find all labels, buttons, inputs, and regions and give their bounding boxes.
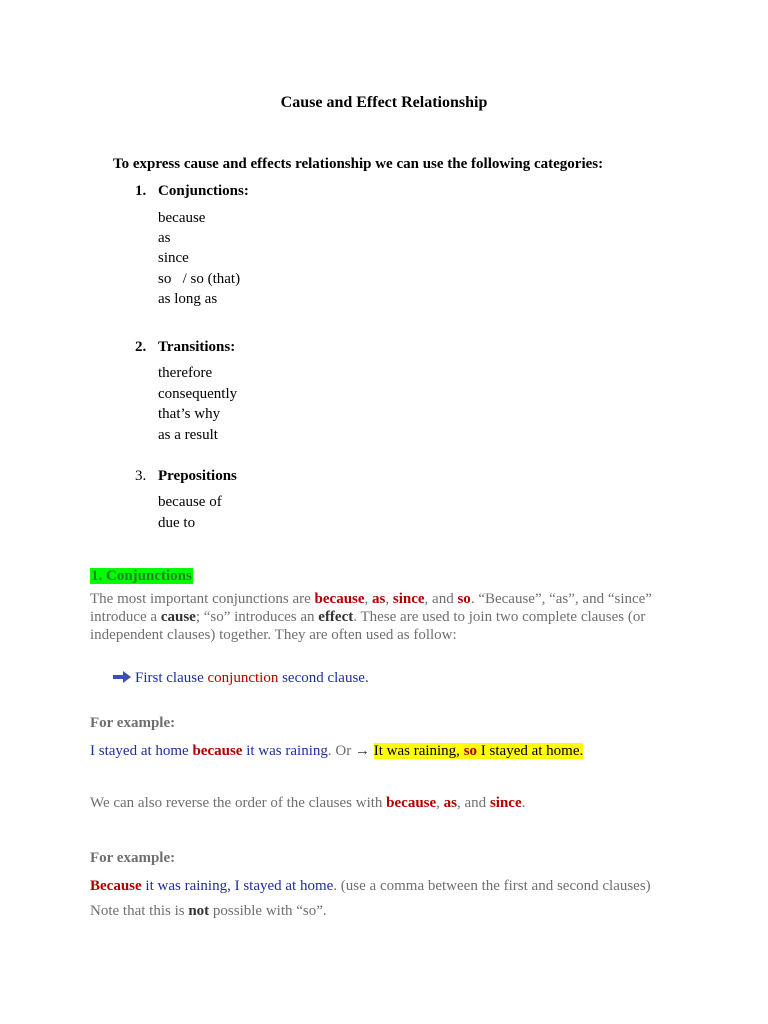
reverse-order-sentence: [90, 795, 525, 812]
list-item: that’s why: [158, 406, 221, 422]
section-heading: [90, 568, 193, 585]
example-text: I stayed at home: [90, 743, 193, 759]
list-item: as a result: [158, 427, 218, 443]
example-text: . Or: [327, 743, 355, 759]
category-heading-prepositions: Prepositions: [158, 468, 237, 484]
list-item: therefore: [158, 365, 213, 381]
reverse-text: , and: [457, 795, 490, 811]
keyword-because: because: [192, 743, 243, 759]
example-text: . (use a comma between the first and second clauses): [333, 878, 651, 894]
formula-line: [113, 670, 369, 687]
page-title: Cause and Effect Relationship: [280, 94, 488, 111]
list-item: due to: [158, 515, 196, 531]
note-text: Note that this is: [90, 903, 189, 919]
list-item: because of: [158, 494, 222, 510]
keyword-since: since: [392, 591, 425, 607]
note-text: possible with “so”.: [209, 903, 327, 919]
para-text: ; “so” introduces an: [195, 609, 319, 625]
formula-first-clause: First clause: [135, 670, 204, 686]
highlighted-sentence: [374, 743, 584, 759]
example-text: It was raining,: [373, 743, 464, 759]
example-sentence-2: [90, 878, 651, 895]
para-text: , and: [424, 591, 458, 607]
keyword-not: not: [188, 903, 210, 919]
example-text: I stayed at home.: [477, 743, 584, 759]
formula-end: .: [364, 670, 369, 686]
category-number: 2.: [135, 339, 147, 355]
keyword-so: so: [463, 743, 478, 759]
example-label: For example:: [90, 715, 176, 731]
note-sentence: [90, 903, 327, 920]
para-text: . “Because”, “as”, and “since” introduce a: [90, 591, 652, 625]
category-heading-transitions: Transitions:: [158, 339, 236, 355]
section-heading-text: 1. Conjunctions: [91, 568, 192, 584]
example-text: , I stayed at home: [227, 878, 334, 894]
keyword-cause: cause: [160, 609, 196, 625]
example-text: it was raining: [141, 878, 228, 894]
list-item: since: [158, 250, 189, 266]
list-item: because: [158, 210, 206, 226]
list-item: so / so (that): [158, 271, 241, 287]
right-arrow-icon: [113, 671, 131, 683]
intro-text: To express cause and effects relationship we can use the following categories:: [113, 156, 604, 172]
formula-conjunction: conjunction: [207, 670, 279, 686]
category-number: 3.: [135, 468, 147, 484]
example-label: For example:: [90, 850, 176, 866]
conjunctions-paragraph: [90, 590, 690, 644]
reverse-text: ,: [436, 795, 444, 811]
arrow-icon: →: [354, 743, 370, 759]
example-sentence-1: [90, 743, 583, 760]
reverse-text: We can also reverse the order of the clauses with: [90, 795, 387, 811]
reverse-text: .: [521, 795, 526, 811]
keyword-since: since: [489, 795, 522, 811]
keyword-because: because: [386, 795, 437, 811]
keyword-as: as: [372, 591, 386, 607]
para-text: ,: [385, 591, 393, 607]
keyword-as: as: [443, 795, 458, 811]
para-text: ,: [364, 591, 373, 607]
example-text: it was raining: [242, 743, 328, 759]
para-text: . These are used to join two complete clauses (or independent clauses) together. They are often used as follow:: [90, 609, 646, 643]
keyword-because: Because: [90, 878, 142, 894]
list-item: consequently: [158, 386, 238, 402]
formula-second-clause: second clause: [282, 670, 365, 686]
para-text: The most important conjunctions are: [90, 591, 315, 607]
keyword-effect: effect: [318, 609, 354, 625]
list-item: as long as: [158, 291, 218, 307]
list-item: as: [158, 230, 171, 246]
keyword-because: because: [314, 591, 365, 607]
category-number: 1.: [135, 183, 147, 199]
category-heading-conjunctions: Conjunctions:: [158, 183, 249, 199]
keyword-so: so: [457, 591, 471, 607]
